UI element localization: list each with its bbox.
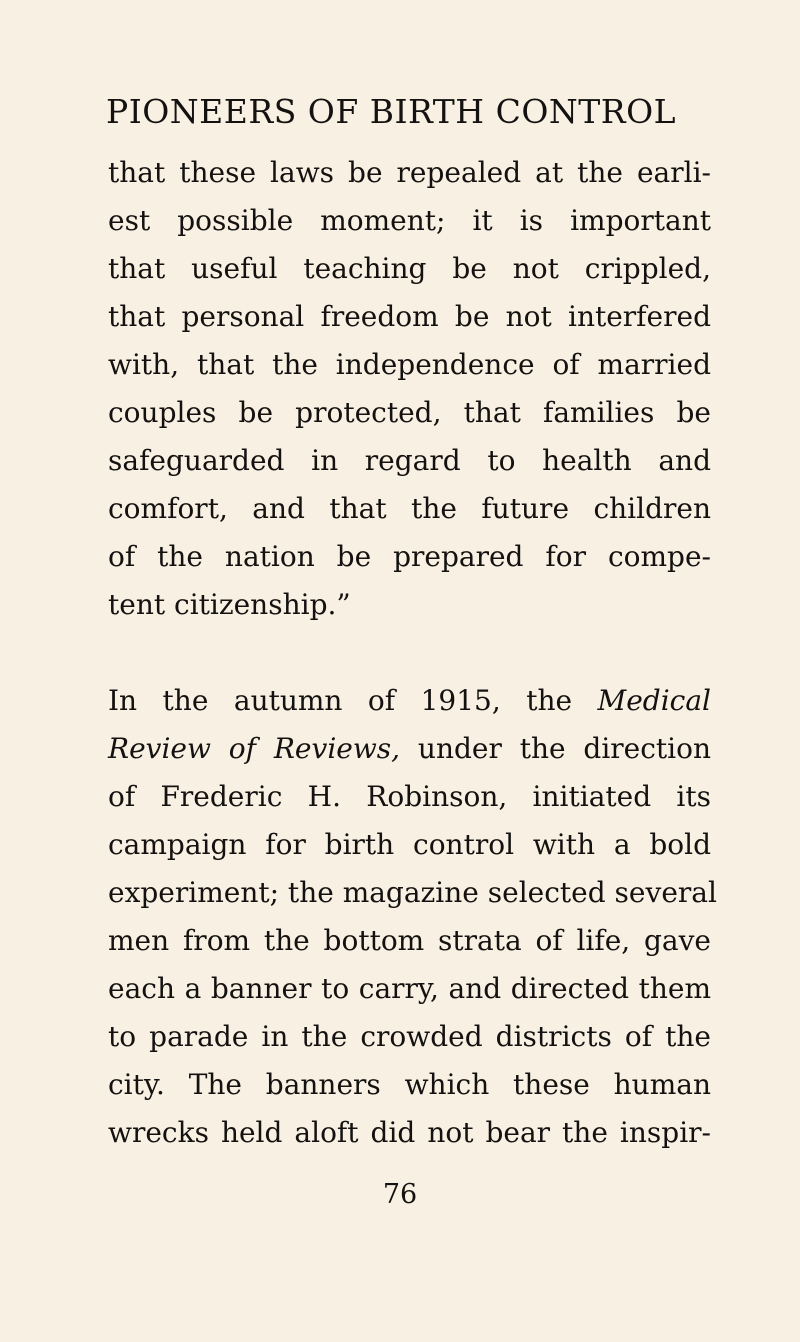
text-line: experiment; the magazine selected several xyxy=(108,876,717,909)
text-line: that useful teaching be not crippled, xyxy=(108,252,711,285)
text-line: tent citizenship.” xyxy=(108,588,351,621)
text-line xyxy=(108,731,711,767)
page-number: 76 xyxy=(382,1179,418,1210)
text-segment: In the autumn of 1915, the xyxy=(108,684,598,717)
text-segment: under the direction xyxy=(400,732,712,765)
text-line: wrecks held aloft did not bear the inspir- xyxy=(108,1116,711,1149)
text-line: city. The banners which these human xyxy=(108,1068,711,1101)
italic-title: Review of Reviews, xyxy=(108,732,401,765)
italic-title: Medical xyxy=(597,684,711,717)
text-line: that personal freedom be not interfered xyxy=(108,300,711,333)
running-head: PIONEERS OF BIRTH CONTROL xyxy=(106,92,677,131)
text-line: est possible moment; it is important xyxy=(108,204,711,237)
text-line: that these laws be repealed at the earli- xyxy=(108,156,711,189)
text-line: of the nation be prepared for compe- xyxy=(108,540,711,573)
text-line: to parade in the crowded districts of the xyxy=(108,1020,711,1053)
text-line: campaign for birth control with a bold xyxy=(108,828,711,861)
text-line: comfort, and that the future children xyxy=(108,492,711,525)
text-line: couples be protected, that families be xyxy=(108,396,711,429)
text-line: safeguarded in regard to health and xyxy=(108,444,711,477)
text-line: men from the bottom strata of life, gave xyxy=(108,924,711,957)
text-line: with, that the independence of married xyxy=(108,348,711,381)
text-line: of Frederic H. Robinson, initiated its xyxy=(108,780,711,813)
text-line xyxy=(108,683,711,719)
text-line: each a banner to carry, and directed them xyxy=(108,972,711,1005)
